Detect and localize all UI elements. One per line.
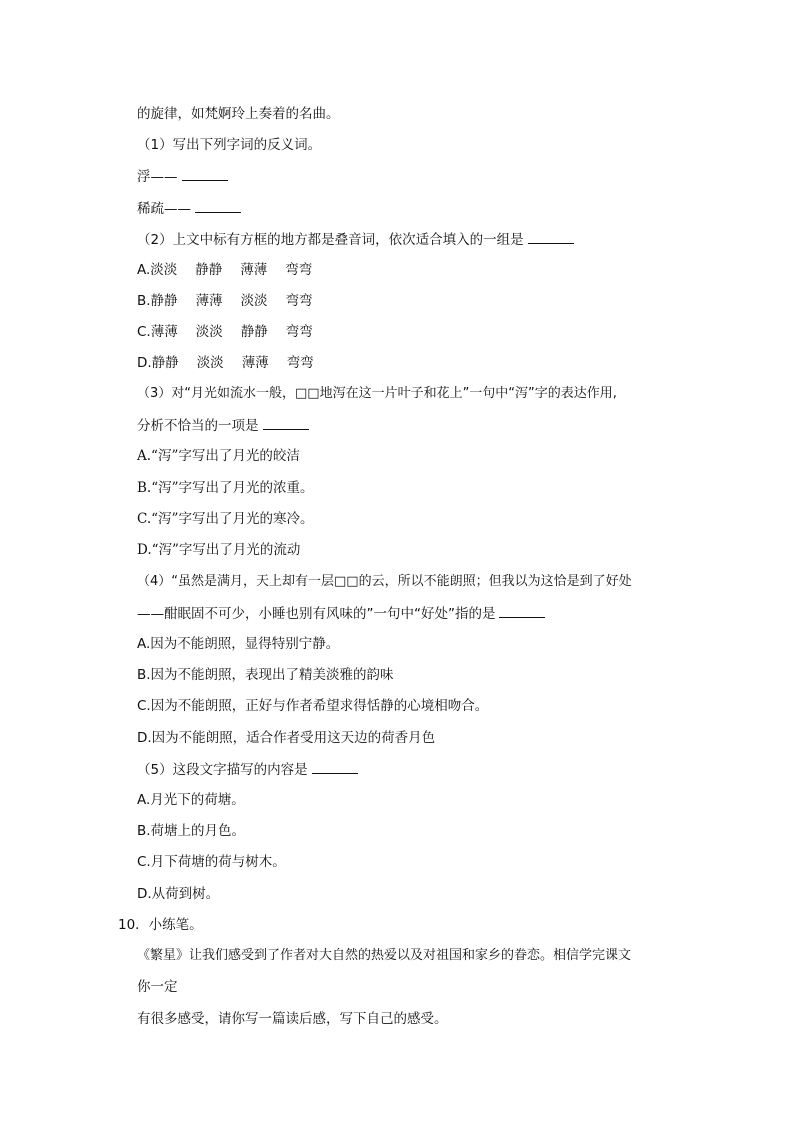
option-word: 弯弯 <box>285 262 313 278</box>
option-word: 静静 <box>195 262 223 278</box>
answer-blank[interactable] <box>528 230 574 244</box>
option-word: 薄薄 <box>195 293 223 309</box>
question-4-option-c: C.因为不能朗照，正好与作者希望求得恬静的心境相吻合。 <box>137 698 489 714</box>
question-10-heading: 10．小练笔。 <box>118 917 203 933</box>
option-word: 薄薄 <box>241 355 269 371</box>
option-word: 薄薄 <box>240 262 268 278</box>
option-word: 弯弯 <box>285 324 313 340</box>
option-word: A.淡淡 <box>137 262 178 278</box>
question-4-prompt-line1: （4）“虽然是满月，天上却有一层□□的云，所以不能朗照；但我以为这恰是到了好处 <box>137 574 632 589</box>
option-word: C.薄薄 <box>137 324 178 340</box>
option-word: D.静静 <box>137 355 179 371</box>
option-word: 淡淡 <box>195 324 223 340</box>
question-5-prompt <box>137 760 358 779</box>
question-3-text: 分析不恰当的一项是 <box>137 418 259 434</box>
question-2-option-b <box>137 292 313 310</box>
question-3-prompt-line1: （3）对“月光如流水一般，□□地泻在这一片叶子和花上”一句中“泻”字的表达作用, <box>137 386 617 401</box>
question-3-option-d: D.“泻”字写出了月光的流动 <box>137 542 301 558</box>
answer-blank[interactable] <box>312 760 358 774</box>
option-word: B.静静 <box>137 293 178 309</box>
passage-ending: 的旋律，如梵婀玲上奏着的名曲。 <box>137 106 340 122</box>
question-10-prompt-line2: 你一定 <box>137 979 178 995</box>
question-5-option-b: B.荷塘上的月色。 <box>137 823 246 839</box>
question-10-prompt-line3: 有很多感受，请你写一篇读后感，写下自己的感受。 <box>137 1011 448 1027</box>
question-5-option-a: A.月光下的荷塘。 <box>137 792 245 808</box>
question-4-prompt-line2 <box>137 604 545 623</box>
option-word: 静静 <box>240 324 268 340</box>
option-word: 淡淡 <box>196 355 224 371</box>
answer-blank[interactable] <box>499 604 545 618</box>
question-5-text: （5）这段文字描写的内容是 <box>137 762 308 778</box>
question-3-option-c: C.“泻”字写出了月光的寒冷。 <box>137 511 314 527</box>
question-1-item-a <box>137 167 228 186</box>
question-1-item-a-label: 浮—— <box>137 169 178 185</box>
question-5-option-d: D.从荷到树。 <box>137 886 220 902</box>
question-3-prompt-line2 <box>137 416 309 435</box>
question-2-prompt <box>137 230 574 249</box>
question-2-option-d <box>137 354 314 372</box>
option-word: 弯弯 <box>285 293 313 309</box>
question-5-option-c: C.月下荷塘的荷与树木。 <box>137 854 286 870</box>
question-1-item-b-label: 稀疏—— <box>137 201 191 217</box>
question-2-option-c <box>137 323 313 341</box>
answer-blank[interactable] <box>195 199 241 213</box>
question-4-option-a: A.因为不能朗照，显得特别宁静。 <box>137 636 340 652</box>
question-1-prompt: （1）写出下列字词的反义词。 <box>137 137 322 153</box>
option-word: 弯弯 <box>286 355 314 371</box>
question-2-text: （2）上文中标有方框的地方都是叠音词，依次适合填入的一组是 <box>137 232 524 248</box>
question-3-option-a: A.“泻”字写出了月光的皎洁 <box>137 448 300 464</box>
question-2-option-a <box>137 261 312 279</box>
question-4-option-d: D.因为不能朗照，适合作者受用这天边的荷香月色 <box>137 730 436 746</box>
question-10-prompt-line1: 《繁星》让我们感受到了作者对大自然的热爱以及对祖国和家乡的眷恋。相信学完课文 <box>137 948 632 963</box>
option-word: 淡淡 <box>240 293 268 309</box>
question-1-item-b <box>137 199 241 218</box>
question-3-option-b: B.“泻”字写出了月光的浓重。 <box>137 480 314 496</box>
answer-blank[interactable] <box>182 167 228 181</box>
question-4-option-b: B.因为不能朗照，表现出了精美淡雅的韵味 <box>137 667 394 683</box>
answer-blank[interactable] <box>263 416 309 430</box>
question-4-text: ——酣眠固不可少，小睡也别有风味的”一句中“好处”指的是 <box>137 606 496 622</box>
